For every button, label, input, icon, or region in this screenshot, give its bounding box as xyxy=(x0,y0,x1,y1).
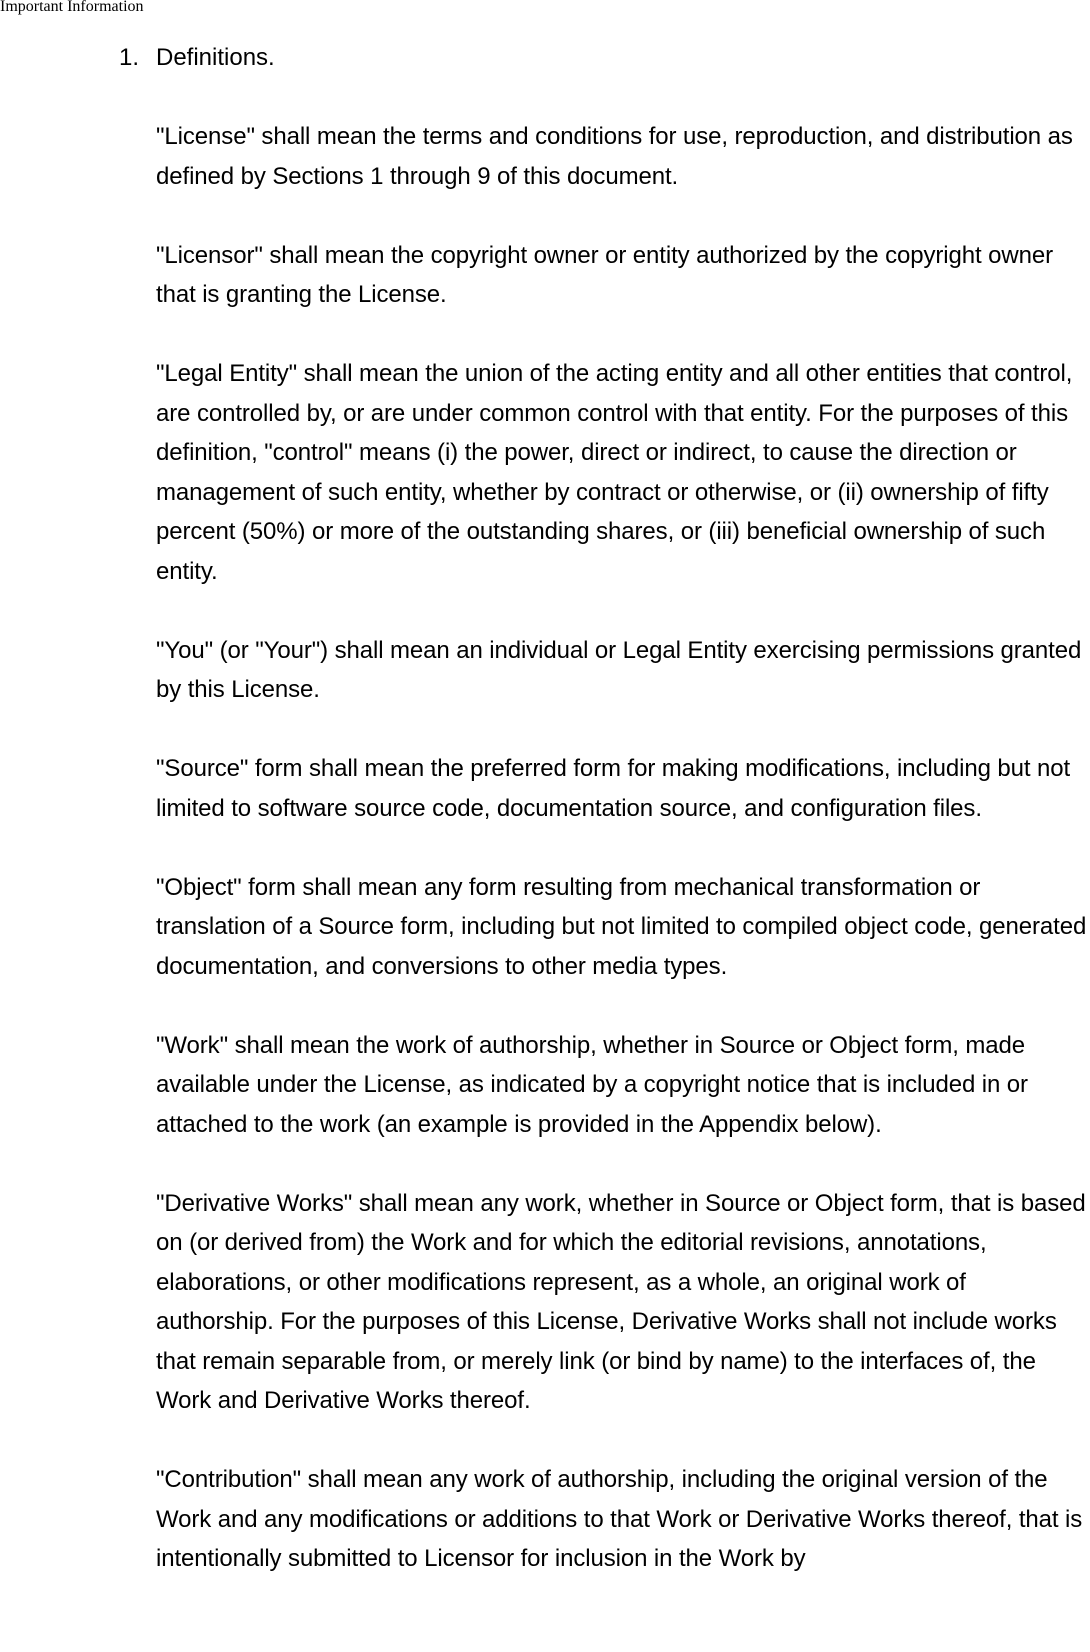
section-number: 1. xyxy=(119,44,140,71)
section-title: Definitions. xyxy=(156,44,275,71)
definition-object: "Object" form shall mean any form resulting from mechanical transformation or translation of a Source form, including but not limited to compiled object code, generated documentation, and conversions to other media types. xyxy=(156,873,1087,980)
definitions-section xyxy=(119,38,1089,1579)
section-heading xyxy=(119,38,1089,78)
definition-legal-entity: "Legal Entity" shall mean the union of the acting entity and all other entities that control, are controlled by, or are under common control with that entity. For the purposes of this definition, "control" means (i) the power, direct or indirect, to cause the direction or management of such entity, whether by contract or otherwise, or (ii) ownership of fifty percent (50%) or more of the outstanding shares, or (iii) beneficial ownership of such entity. xyxy=(156,360,1073,585)
definition-contribution: "Contribution" shall mean any work of authorship, including the original version of the Work and any modifications or additions to that Work or Derivative Works thereof, that is intentionally submitted to Licensor for inclusion in the Work by xyxy=(156,1466,1083,1572)
page-header: Important Information xyxy=(0,0,144,15)
definition-you: "You" (or "Your") shall mean an individual or Legal Entity exercising permissions granted by this License. xyxy=(156,636,1082,703)
definitions-list xyxy=(119,117,1089,1579)
definition-source: "Source" form shall mean the preferred form for making modifications, including but not limited to software source code, documentation source, and configuration files. xyxy=(156,755,1071,822)
definition-work: "Work" shall mean the work of authorship, whether in Source or Object form, made available under the License, as indicated by a copyright notice that is included in or attached to the work (an example is provided in the Appendix below). xyxy=(156,1031,1028,1138)
definition-license: "License" shall mean the terms and conditions for use, reproduction, and distribution as defined by Sections 1 through 9 of this document. xyxy=(156,123,1073,190)
definition-derivative-works: "Derivative Works" shall mean any work, whether in Source or Object form, that is based on (or derived from) the Work and for which the editorial revisions, annotations, elaborations, or other modifications represent, as a whole, an original work of authorship. For the purposes of this License, Derivative Works shall not include works that remain separable from, or merely link (or bind by name) to the interfaces of, the Work and Derivative Works thereof. xyxy=(156,1189,1086,1414)
definition-licensor: "Licensor" shall mean the copyright owner or entity authorized by the copyright owner that is granting the License. xyxy=(156,241,1054,308)
